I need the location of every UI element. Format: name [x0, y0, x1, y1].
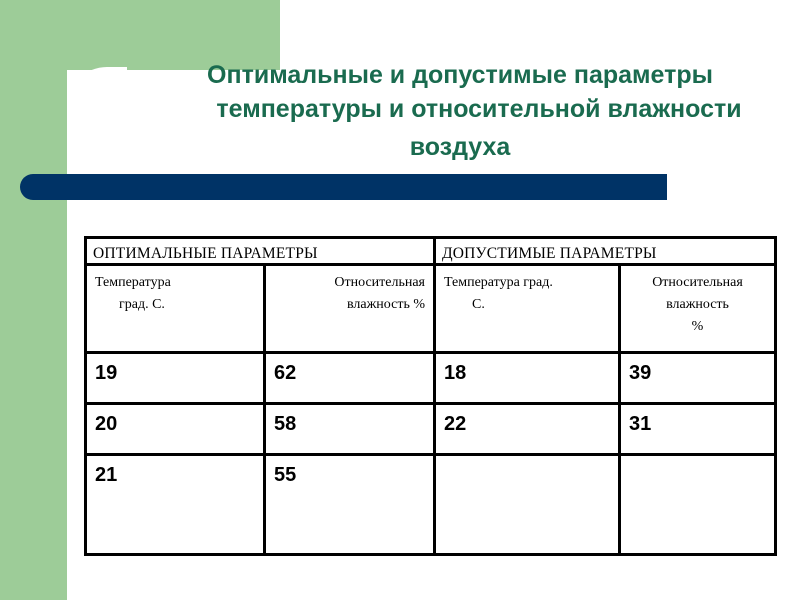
table-row — [86, 353, 776, 404]
optimal-temperature-header — [86, 265, 265, 353]
allowed-humidity-header — [620, 265, 776, 353]
decorative-corner — [67, 67, 127, 127]
title-line-3: воздуха — [409, 133, 511, 161]
header-text: Относительная — [334, 275, 425, 290]
table-cell: 21 — [86, 455, 265, 555]
header-text: % — [691, 319, 704, 334]
group-header-row — [86, 238, 776, 265]
sub-header-row — [86, 265, 776, 353]
table-cell: 39 — [620, 353, 776, 404]
table-cell: 22 — [435, 404, 620, 455]
table-row — [86, 455, 776, 555]
table-cell: 55 — [265, 455, 435, 555]
decorative-divider-bar — [20, 174, 667, 200]
table-cell: 31 — [620, 404, 776, 455]
header-text: влажность — [666, 297, 729, 312]
table-cell: 62 — [265, 353, 435, 404]
allowed-header: ДОПУСТИМЫЕ ПАРАМЕТРЫ — [435, 238, 776, 265]
title-line-1: Оптимальные и допустимые параметры — [207, 61, 713, 89]
optimal-header: ОПТИМАЛЬНЫЕ ПАРАМЕТРЫ — [86, 238, 435, 265]
slide-title — [120, 58, 800, 164]
table-cell — [435, 455, 620, 555]
parameters-table — [84, 236, 777, 556]
optimal-humidity-header — [265, 265, 435, 353]
table-cell — [620, 455, 776, 555]
decorative-side-bar — [0, 0, 67, 600]
table-cell: 18 — [435, 353, 620, 404]
header-text: влажность % — [346, 297, 425, 312]
header-text: Температура град. — [444, 275, 553, 290]
table-cell: 19 — [86, 353, 265, 404]
header-text: С. — [472, 297, 485, 312]
header-text: Относительная — [652, 275, 743, 290]
table-cell: 58 — [265, 404, 435, 455]
header-text: град. С. — [119, 297, 165, 312]
table-cell: 20 — [86, 404, 265, 455]
title-line-2: температуры и относительной влажности — [216, 95, 742, 123]
table-row — [86, 404, 776, 455]
header-text: Температура — [95, 275, 171, 290]
allowed-temperature-header — [435, 265, 620, 353]
